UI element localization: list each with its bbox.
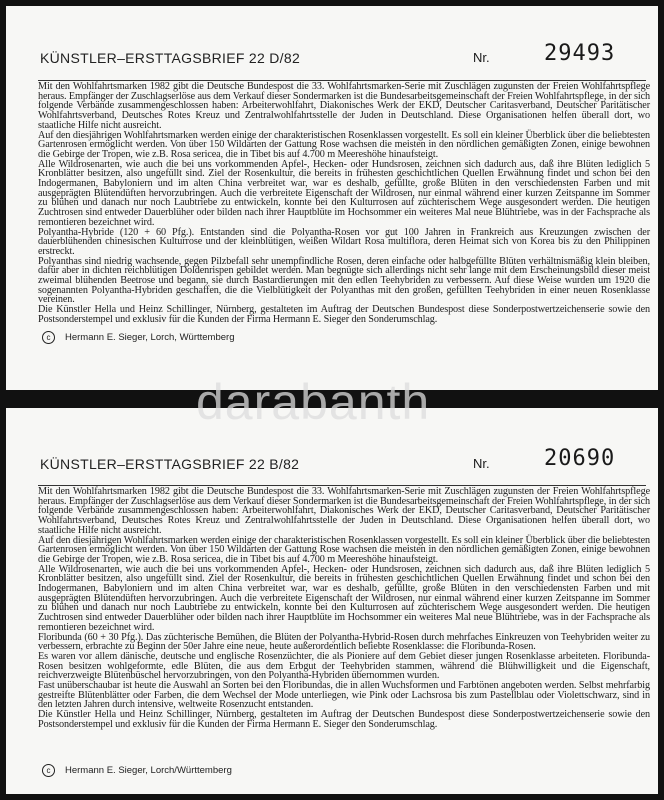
card-title: KÜNSTLER–ERSTTAGSBRIEF 22 B/82 bbox=[40, 456, 300, 472]
paragraph: Polyanthas sind niedrig wachsende, gegen Pilzbefall sehr unempfindliche Rosen, deren einfache oder halbgefüllte Blüten verhältnismäßig klein bleiben, dafür aber in dichten reichblütigen Doldenrispen gebildet werden. Man begnügte sich allerdings nicht sehr lange mit dem Erscheinungsbild dieser meist zweimal blühenden Beetrose und begann, sie durch Bastardierungen mit den edlen Teehybriden zu verbessern. Auf diese Weise wurden um 1920 die sogenannten Polyantha-Hybriden geschaffen, die die Vielblütigkeit der Polyanthas mit den großen, gefüllten Teehybriden in einer neuen Rosenklasse vereinen. bbox=[38, 255, 650, 306]
paragraph: Floribunda (60 + 30 Pfg.). Das züchterische Bemühen, die Blüten der Polyantha-Hybrid-Rosen durch mehrfaches Einkreuzen von Teehybriden weiter zu verbessern, erbrachte zu Beginn der 50er Jahre eine neue, heute außerordentlich beliebte Rosenklasse: die Floribunda-Rosen. bbox=[38, 631, 650, 653]
paragraph: Mit den Wohlfahrtsmarken 1982 gibt die Deutsche Bundespost die 33. Wohlfahrtsmarken-Serie mit Zuschlägen zugunsten der Freien Wohlfahrtspflege heraus. Empfänger der Zuschlagserlöse aus dem Verkauf dieser Sondermarken ist die Bundesarbeitsgemeinschaft der Freien Wohlfahrtspflege, in der sich folgende Verbände zusammengeschlossen haben: Arbeiterwohlfahrt, Diakonisches Werk der EKD, Deutscher Caritasverband, Deutscher Paritätischer Wohlfahrtsverband, Deutsches Rotes Kreuz und Zentralwohlfahrtsstelle der Juden in Deutschland. Diese Organisationen helfen überall dort, wo staatliche Hilfe nicht ausreicht. bbox=[38, 81, 650, 131]
description-text bbox=[38, 487, 650, 730]
publisher-text: Hermann E. Sieger, Lorch, Württemberg bbox=[65, 332, 235, 343]
publisher-text: Hermann E. Sieger, Lorch/Württemberg bbox=[65, 765, 232, 776]
paragraph: Fast unüberschaubar ist heute die Auswahl an Sorten bei den Floribundas, die in allen Wuchsformen und Farbtönen angeboten werden. Selbst mehrfarbig gestreifte Blütenblätter oder Farben, die dem Wechsel der Mode unterliegen, wie Pink oder Lachsrosa bis zum Pastellblau oder Violettschwarz, sind in den letzten Jahren durch intensive, weltweite Rosenzucht entstanden. bbox=[38, 680, 650, 711]
paragraph: Polyantha-Hybride (120 + 60 Pfg.). Entstanden sind die Polyantha-Rosen vor gut 100 Jahren in Frankreich aus Kreuzungen zwischen der dauerblühenden chinesischen Kulturrose und der kleinblütigen, weißen Wildart Rosa multiflora, deren Heimat sich von Korea bis zu den Philippinen erstreckt. bbox=[38, 226, 650, 257]
description-text bbox=[38, 82, 650, 325]
paragraph: Mit den Wohlfahrtsmarken 1982 gibt die Deutsche Bundespost die 33. Wohlfahrtsmarken-Serie mit Zuschlägen zugunsten der Freien Wohlfahrtspflege heraus. Empfänger der Zuschlagserlöse aus dem Verkauf dieser Sondermarken ist die Bundesarbeitsgemeinschaft der Freien Wohlfahrtspflege, in der sich folgende Verbände zusammengeschlossen haben: Arbeiterwohlfahrt, Diakonisches Werk der EKD, Deutscher Caritasverband, Deutscher Paritätischer Wohlfahrtsverband, Deutsches Rotes Kreuz und Zentralwohlfahrtsstelle der Juden in Deutschland. Diese Organisationen helfen überall dort, wo staatliche Hilfe nicht ausreicht. bbox=[38, 486, 650, 536]
serial-number: 20690 bbox=[544, 446, 616, 471]
copyright-icon: c bbox=[42, 331, 55, 344]
paragraph: Auf den diesjährigen Wohlfahrtsmarken werden einige der charakteristischen Rosenklassen vorgestellt. Es soll ein kleiner Überblick über die beliebtesten Gartenrosen ermöglicht werden. Von über 150 Wildarten der Gattung Rose wachsen die meisten in den nördlichen gemäßigten Zonen, einige bewohnen die Gebirge der Tropen, wie z.B. Rosa sericea, die in Tibet bis auf 4.700 m Meereshöhe hinaufsteigt. bbox=[38, 534, 650, 565]
publisher-footer bbox=[42, 764, 232, 777]
number-label: Nr. bbox=[473, 50, 490, 65]
paragraph: Alle Wildrosenarten, wie auch die bei uns vorkommenden Apfel-, Hecken- oder Hundsrosen, zeichnen sich dadurch aus, daß ihre Blüten lediglich 5 Kronblätter besitzen, also ungefüllt sind. Ziel der Rosenkultur, die bereits in frühesten geschichtlichen Quellen Erwähnung findet und schon bei den Indogermanen, Babyloniern und im alten China verbreitet war, war es deshalb, gefüllte, große Blüten in den verschiedensten Farben und mit ausgeprägten Blütendüften hervorzubringen. Auch die verbreitete Eigenschaft der Wildrosen, nur einmal während einer kurzen Zeitspanne im Sommer zu blühen und danach nur noch Laubtriebe zu entwickeln, konnte bei den Kulturrosen auf züchterischem Wege ausgesondert werden. Die heutigen Zuchtrosen sind entweder Dauerblüher oder bilden nach ihrer Hauptblüte im Hochsommer ein weiteres Mal neue Blühtriebe, was in der Fachsprache als remontieren bezeichnet wird. bbox=[38, 158, 650, 228]
card-title: KÜNSTLER–ERSTTAGSBRIEF 22 D/82 bbox=[40, 50, 301, 66]
paragraph: Auf den diesjährigen Wohlfahrtsmarken werden einige der charakteristischen Rosenklassen vorgestellt. Es soll ein kleiner Überblick über die beliebtesten Gartenrosen ermöglicht werden. Von über 150 Wildarten der Gattung Rose wachsen die meisten in den nördlichen gemäßigten Zonen, einige bewohnen die Gebirge der Tropen, wie z.B. Rosa sericea, die in Tibet bis auf 4.700 m Meereshöhe hinaufsteigt. bbox=[38, 129, 650, 160]
serial-number: 29493 bbox=[544, 41, 616, 66]
paragraph: Die Künstler Hella und Heinz Schillinger, Nürnberg, gestalteten im Auftrag der Deutschen Bundespost diese Sonderpostwertzeichenserie sowie den Postsonderstempel und exklusiv für die Kunden der Firma Hermann E. Sieger den Sonderumschlag. bbox=[38, 709, 650, 730]
copyright-icon: c bbox=[42, 764, 55, 777]
paragraph: Es waren vor allem dänische, deutsche und englische Rosenzüchter, die als Pioniere auf dem Gebiet dieser jungen Rosenklasse arbeiteten. Floribunda-Rosen besitzen wohlgeformte, edle Blüten, die aus dem Erbgut der Teehybriden stammen, während die Blühwilligkeit und die Eigenschaft, reichverzweigte Blütenbüschel hervorzubringen, von den Polyantha-Hybriden übernommen wurden. bbox=[38, 650, 650, 682]
number-label: Nr. bbox=[473, 456, 490, 471]
watermark-text: darabanth bbox=[196, 374, 431, 430]
paragraph: Alle Wildrosenarten, wie auch die bei uns vorkommenden Apfel-, Hecken- oder Hundsrosen, zeichnen sich dadurch aus, daß ihre Blüten lediglich 5 Kronblätter besitzen, also ungefüllt sind. Ziel der Rosenkultur, die bereits in frühesten geschichtlichen Quellen Erwähnung findet und schon bei den Indogermanen, Babyloniern und im alten China verbreitet war, war es deshalb, gefüllte, große Blüten in den verschiedensten Farben und mit ausgeprägten Blütendüften hervorzubringen. Auch die verbreitete Eigenschaft der Wildrosen, nur einmal während einer kurzen Zeitspanne im Sommer zu blühen und danach nur noch Laubtriebe zu entwickeln, konnte bei den Kulturrosen auf züchterischem Wege ausgesondert werden. Die heutigen Zuchtrosen sind entweder Dauerblüher oder bilden nach ihrer Hauptblüte im Hochsommer ein weiteres Mal neue Blühtriebe, was in der Fachsprache als remontieren bezeichnet wird. bbox=[38, 563, 650, 633]
envelope-card-1 bbox=[6, 6, 658, 390]
publisher-footer bbox=[42, 331, 235, 344]
envelope-card-2 bbox=[6, 408, 658, 794]
paragraph: Die Künstler Hella und Heinz Schillinger, Nürnberg, gestalteten im Auftrag der Deutschen Bundespost diese Sonderpostwertzeichenserie sowie den Postsonderstempel und exklusiv für die Kunden der Firma Hermann E. Sieger den Sonderumschlag. bbox=[38, 304, 650, 325]
